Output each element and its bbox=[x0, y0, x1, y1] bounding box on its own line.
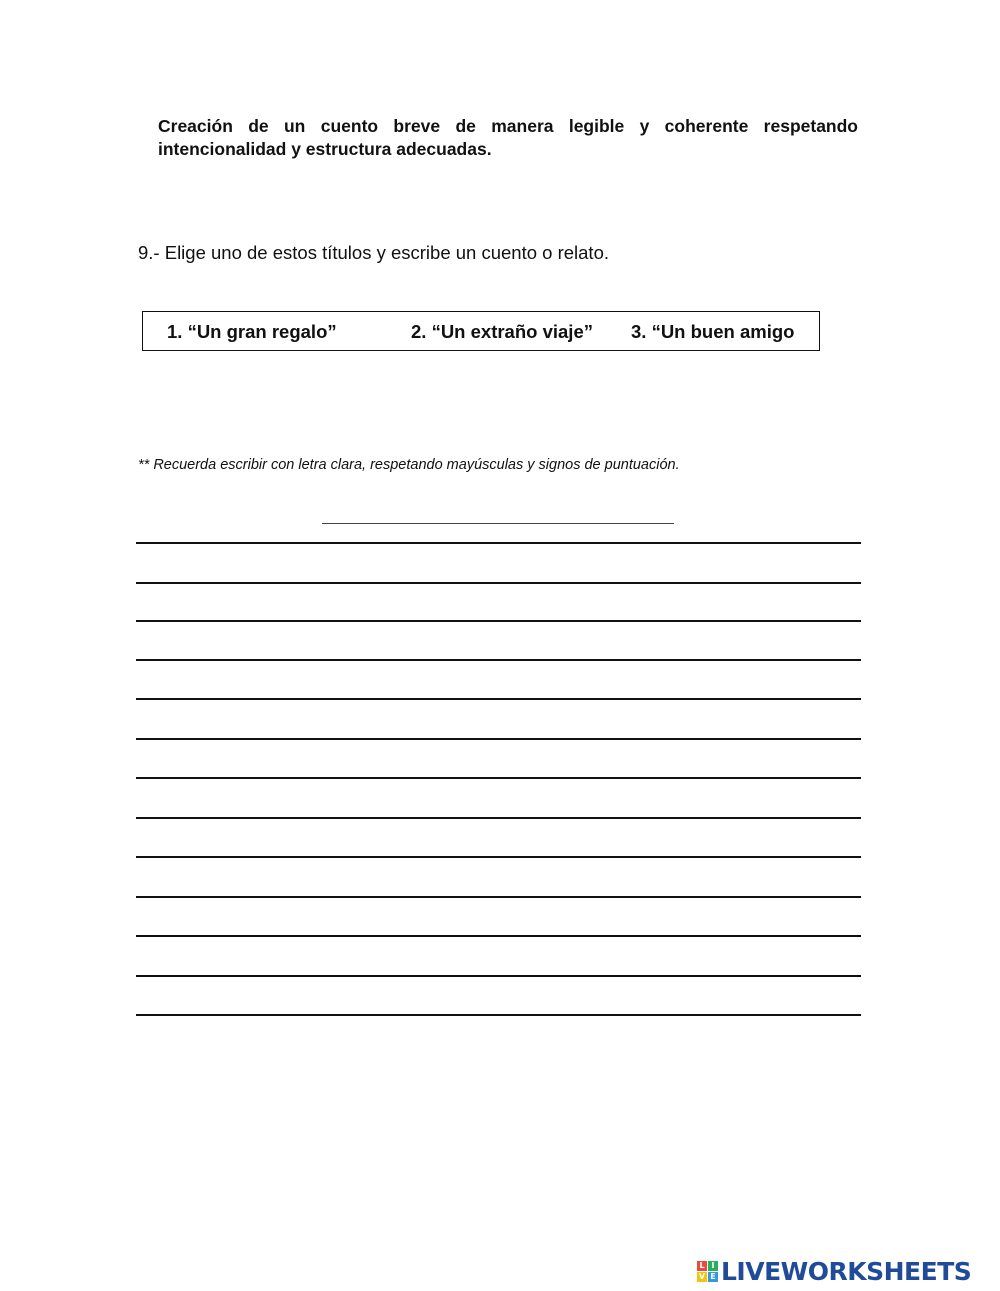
writing-line[interactable] bbox=[136, 975, 861, 977]
exercise-instruction: 9.- Elige uno de estos títulos y escribe un cuento o relato. bbox=[138, 242, 610, 263]
objective-text: Creación de un cuento breve de manera legible y coherente respetando intencionalidad y estructura adecuadas. bbox=[158, 116, 858, 159]
writing-line[interactable] bbox=[136, 582, 861, 584]
writing-line[interactable] bbox=[136, 542, 861, 544]
writing-line[interactable] bbox=[136, 935, 861, 937]
title-option-2: 2. “Un extraño viaje” bbox=[411, 321, 593, 342]
brand-name: LIVEWORKSHEETS bbox=[721, 1256, 972, 1286]
writing-line[interactable] bbox=[136, 777, 861, 779]
brand-icon-letter: I bbox=[708, 1261, 718, 1271]
writing-line[interactable] bbox=[136, 856, 861, 858]
title-option-1: 1. “Un gran regalo” bbox=[167, 321, 337, 342]
writing-line[interactable] bbox=[136, 817, 861, 819]
writing-line[interactable] bbox=[136, 896, 861, 898]
brand-icon-letter: L bbox=[697, 1261, 707, 1271]
writing-line[interactable] bbox=[136, 698, 861, 700]
title-options-box bbox=[142, 311, 820, 351]
writing-line[interactable] bbox=[136, 659, 861, 661]
brand-icon-letter: V bbox=[698, 1271, 706, 1281]
writing-line[interactable] bbox=[136, 1014, 861, 1016]
story-title-line[interactable] bbox=[322, 523, 674, 524]
writing-line[interactable] bbox=[136, 620, 861, 622]
title-option-3: 3. “Un buen amigo bbox=[631, 321, 795, 342]
brand-icon-letter: E bbox=[708, 1272, 718, 1282]
writing-reminder: ** Recuerda escribir con letra clara, respetando mayúsculas y signos de puntuación. bbox=[138, 457, 680, 473]
liveworksheets-icon bbox=[697, 1261, 718, 1282]
writing-line[interactable] bbox=[136, 738, 861, 740]
liveworksheets-logo bbox=[697, 1257, 971, 1285]
